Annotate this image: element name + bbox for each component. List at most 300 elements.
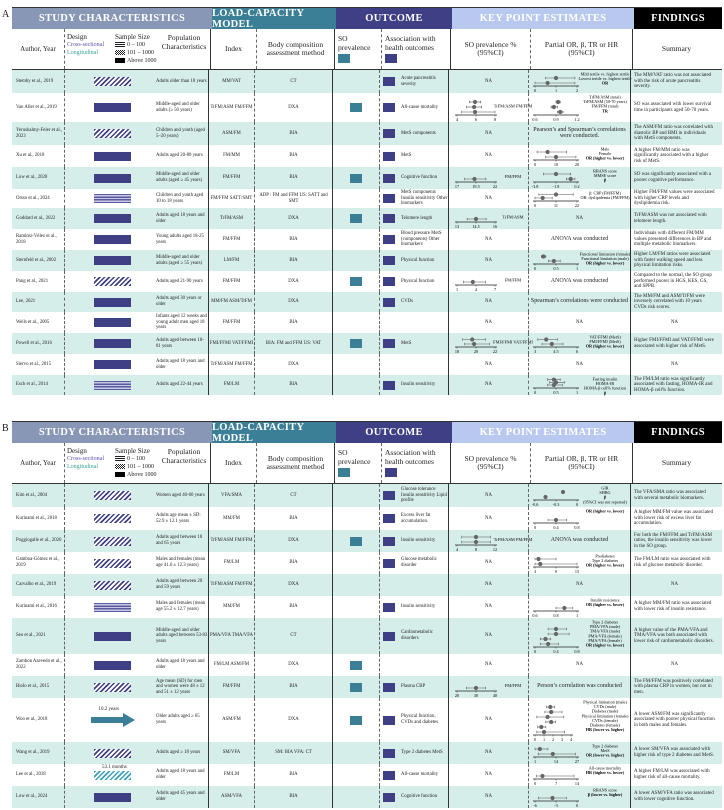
study-author: Biolo et al., 2015	[16, 684, 50, 690]
table-cell	[528, 292, 630, 312]
table-cell	[379, 333, 448, 354]
association-header	[382, 35, 450, 63]
estimate-text: NA	[576, 662, 583, 668]
axis-tick-label: 0	[533, 266, 536, 271]
table-cell	[630, 312, 718, 333]
estimate-statistic: HR (lower vs. higher)	[585, 727, 624, 733]
table-cell	[208, 596, 254, 618]
table-cell	[156, 70, 208, 93]
summary-text: A higher FM/LM was associated with higher risk of all-cause mortality.	[634, 769, 710, 780]
table-cell	[156, 596, 208, 618]
population: Older adults aged ≥ 65 years	[156, 714, 200, 725]
table-cell	[208, 312, 254, 333]
design-sample-bar	[94, 683, 131, 692]
outcome-marker	[383, 194, 395, 203]
health-outcome: Glucose tolerance Insulin sensitivity Lipid profile	[401, 487, 447, 504]
table-cell	[379, 574, 448, 596]
section-header: LOAD-CAPACITY MODEL	[212, 8, 336, 29]
association-header	[382, 449, 450, 477]
table-cell	[448, 208, 528, 229]
point-estimate	[470, 337, 474, 341]
table-cell	[379, 375, 448, 395]
design-legend	[67, 33, 104, 57]
axis-tick-label: 20	[454, 693, 459, 698]
point-estimate	[553, 192, 557, 196]
table-cell	[379, 208, 448, 229]
outcome-marker	[383, 749, 395, 758]
table-cell	[528, 145, 630, 167]
population: Children and youth aged 10 to 18 years	[156, 192, 204, 204]
table-cell	[448, 552, 528, 574]
estimate-label: Mild tertile vs. highest tertile	[580, 71, 629, 77]
axis-tick-label: 2	[575, 88, 578, 93]
index: LM/FM	[223, 257, 240, 263]
health-outcome: Cognitive function	[401, 175, 438, 181]
table-row	[12, 93, 722, 122]
design-sample-bar	[94, 749, 131, 758]
estimates-header: Partial OR, β, TR or HR (95%CI)	[544, 453, 619, 471]
study-author: Stemby et al., 2019	[16, 78, 54, 84]
summary-text: The FM/LM ratio was associated with risk of glucose metabolic disorder.	[634, 557, 711, 568]
forest-plot	[529, 167, 631, 189]
estimate-label: SHBG	[598, 490, 611, 496]
index: MM/FM	[223, 604, 240, 610]
table-cell	[379, 698, 448, 742]
axis-tick-label: 8	[474, 547, 477, 552]
summary-text: Higher FMI/FFMI and VAT/FFMI were associated with higher risk of MetS.	[634, 337, 714, 349]
axis-tick-label: 1	[575, 266, 578, 271]
point-estimate	[551, 383, 555, 387]
table-cell	[528, 742, 630, 764]
health-outcome: Insulin sensitivity	[401, 382, 436, 388]
assessment-method: DXA	[288, 717, 299, 723]
table-cell	[332, 596, 379, 618]
study-author: Zambon Azevedo et al., 2022	[16, 659, 62, 670]
table-cell	[156, 654, 208, 676]
table-cell	[208, 122, 254, 145]
column-header	[256, 443, 334, 483]
forest-plot	[529, 70, 631, 93]
index: FM/FFM	[222, 236, 241, 242]
health-outcome: Acute pancreatitis severity	[401, 75, 436, 87]
population: Adults aged 18 years and older	[156, 769, 205, 780]
design-bar-wrap	[94, 632, 131, 641]
prevalence-value: NA	[485, 604, 492, 610]
table-cell	[630, 375, 718, 395]
study-author: Seo et al., 2021	[16, 633, 46, 639]
section-header: LOAD-CAPACITY MODEL	[212, 422, 336, 443]
column-header	[450, 29, 530, 69]
table-cell	[64, 333, 160, 354]
column-header	[64, 443, 160, 483]
point-estimate	[549, 342, 553, 346]
point-estimate	[472, 110, 476, 114]
axis-tick-label: 0	[533, 737, 536, 742]
so-prevalence-marker	[350, 716, 362, 725]
table-row	[12, 122, 722, 145]
table-cell	[448, 764, 528, 786]
estimate-label: FM/FFM (total)	[591, 103, 618, 109]
table-cell	[208, 698, 254, 742]
design-sample-bar	[94, 339, 131, 348]
table-cell	[254, 271, 332, 292]
index: TrFM/ASM FM/FFM	[210, 538, 253, 544]
index: VFA/SMA	[221, 492, 242, 498]
population: Adults aged 21-90 years	[156, 278, 203, 284]
axis-tick-label: 0	[533, 162, 536, 167]
table-cell	[254, 375, 332, 395]
axis-tick-label: 20	[574, 162, 579, 167]
table-cell	[630, 93, 718, 122]
outcome-marker	[383, 298, 395, 307]
prevalence-value: NA	[485, 492, 492, 498]
prevalence-label: TrFM/ASM	[501, 214, 524, 220]
population: Women aged 40-60 years	[156, 492, 205, 498]
point-estimate	[550, 752, 554, 756]
estimate-label: PMA/VFA (female)	[587, 637, 622, 643]
table-cell	[12, 70, 64, 93]
table-cell	[254, 596, 332, 618]
table-cell	[208, 292, 254, 312]
summary-text: The MM/VAT ratio was not associated with the risk of acute pancreatitis severity.	[634, 73, 712, 90]
forest-plot	[529, 786, 631, 808]
prevalence-value: NA	[485, 582, 492, 588]
design-bar-wrap	[94, 318, 131, 327]
design-bar-wrap	[94, 194, 131, 203]
sample-size-swatch	[115, 456, 125, 461]
table-row	[12, 484, 722, 507]
so-prevalence-marker	[350, 277, 362, 286]
index: FM/LM	[223, 772, 240, 778]
index: ASM/VFA	[221, 794, 242, 800]
estimate-label: PMA/VFA (female)	[587, 633, 622, 639]
table-cell	[156, 271, 208, 292]
section-header-band	[12, 421, 722, 443]
sample-size-swatch	[115, 42, 125, 47]
column-header	[64, 29, 160, 69]
so-prevalence-key	[338, 54, 350, 63]
health-outcome: Insulin sensitivity	[401, 538, 436, 544]
table-cell	[630, 333, 718, 354]
population: Adults aged 45 years and older	[156, 791, 205, 802]
table-cell	[528, 484, 630, 507]
index: FM/LM	[223, 382, 240, 388]
design-sample-bar	[94, 214, 131, 223]
index: SM/VFA	[222, 750, 241, 756]
health-outcome: Cardiometabolic disorders	[401, 630, 433, 641]
point-estimate	[549, 710, 553, 714]
so-prevalence-header	[335, 449, 381, 477]
assessment-method: BIA	[289, 772, 298, 778]
estimate-statistic: OR	[601, 80, 608, 86]
population: Adults aged 30 years or older	[156, 296, 202, 307]
table-cell	[208, 654, 254, 676]
study-author: Wells et al., 2005	[16, 319, 50, 325]
study-rows	[12, 70, 722, 395]
axis-tick-label: 0	[575, 803, 578, 808]
table-cell	[12, 552, 64, 574]
axis-tick-label: 6	[474, 117, 477, 122]
design-sample-bar	[94, 256, 131, 265]
table-cell	[528, 229, 630, 250]
forest-plot	[529, 250, 631, 271]
table-cell	[528, 354, 630, 375]
index: FM/MM	[223, 153, 240, 159]
axis-tick-label: 0	[533, 203, 536, 208]
prevalence-value: NA	[485, 299, 492, 305]
axis-tick-label: 7	[493, 287, 496, 292]
population-header: Population Characteristics	[161, 447, 207, 465]
table-cell	[254, 530, 332, 552]
health-outcome: Excess liver fat accumulation.	[401, 512, 431, 524]
table-cell	[64, 122, 160, 145]
table-cell	[64, 189, 160, 208]
design-sample-bar	[94, 298, 131, 307]
estimate-statistic: TR	[601, 108, 608, 114]
table-cell	[332, 676, 379, 698]
table-cell	[379, 596, 448, 618]
table-cell	[332, 574, 379, 596]
table-cell	[254, 698, 332, 742]
summary-text: A higher value of the PMA/VFA and TMA/VFA was both associated with lower risk of cardiometabolic disorders.	[634, 627, 714, 644]
point-estimate	[558, 110, 562, 114]
table-cell	[12, 93, 64, 122]
forest-plot	[529, 145, 631, 167]
column-header	[530, 29, 632, 69]
design-bar-wrap	[94, 603, 131, 612]
table-cell	[630, 676, 718, 698]
point-estimate	[473, 686, 477, 690]
table-cell	[64, 145, 160, 167]
outcome-marker	[383, 603, 395, 612]
design-bar-wrap	[94, 381, 131, 390]
table-cell	[528, 167, 630, 189]
section-header: OUTCOME	[336, 8, 452, 29]
axis-tick-label: 0	[533, 88, 536, 93]
estimate-text: NA	[576, 361, 583, 367]
legend-size-1	[115, 463, 157, 471]
table-cell	[448, 742, 528, 764]
design-sample-bar	[94, 793, 131, 802]
assessment-method: CT	[290, 633, 297, 639]
table-row	[12, 333, 722, 354]
assessment-method: DXA	[288, 104, 299, 110]
table-cell	[379, 167, 448, 189]
table-cell	[156, 208, 208, 229]
table-cell	[332, 292, 379, 312]
estimate-label: Prediabetes	[594, 553, 615, 559]
index: ASM/FM	[222, 717, 241, 723]
study-author: Lee, 2021	[16, 299, 36, 305]
table-cell	[379, 122, 448, 145]
axis-tick-label: 0	[533, 649, 536, 654]
table-cell	[64, 786, 160, 808]
table-cell	[64, 292, 160, 312]
column-header	[530, 443, 632, 483]
prevalence-value: NA	[485, 560, 492, 566]
outcome-marker	[383, 514, 395, 523]
design-sample-bar	[94, 581, 131, 590]
point-estimate	[472, 105, 476, 109]
forest-plot	[529, 742, 631, 764]
column-header	[12, 443, 64, 483]
panel-label: B	[2, 423, 9, 434]
table-cell	[64, 229, 160, 250]
table-cell	[64, 764, 160, 786]
point-estimate	[553, 627, 557, 631]
table-cell	[208, 618, 254, 654]
table-cell	[254, 167, 332, 189]
table-cell	[64, 250, 160, 271]
table-cell	[64, 618, 160, 654]
forest-plot	[529, 596, 631, 618]
axis-tick-label: -3	[553, 803, 558, 808]
estimate-label: Male	[600, 146, 609, 152]
assessment-method: BIA	[289, 560, 298, 566]
axis-tick-label: 0.9	[552, 117, 559, 122]
sample-size-label: 0 – 100	[127, 42, 145, 48]
table-cell	[254, 208, 332, 229]
estimate-statistic: OR (higher vs. lower)	[585, 562, 624, 568]
table-cell	[254, 676, 332, 698]
table-cell	[630, 786, 718, 808]
table-cell	[332, 698, 379, 742]
health-outcome: Physical function, CVDs and diabetes	[401, 714, 439, 725]
summary-text: NA	[671, 319, 678, 325]
legend-size-0	[115, 455, 157, 463]
table-cell	[254, 742, 332, 764]
population: Adults aged 18 years and older	[156, 212, 205, 224]
sample-size-label: 0 – 100	[127, 456, 145, 462]
table-cell	[64, 354, 160, 375]
column-header	[158, 29, 210, 69]
assessment-method: CT	[290, 492, 297, 498]
table-cell	[379, 530, 448, 552]
forest-plot	[449, 208, 529, 229]
table-cell	[332, 250, 379, 271]
population: Middle-aged and older adults (aged ≥ 55 years)	[156, 254, 203, 266]
study-author: Low et al., 2024	[16, 794, 48, 800]
table-cell	[379, 764, 448, 786]
table-cell	[379, 654, 448, 676]
assessment-method: BIA: FM and FFM US: VAT	[265, 340, 322, 346]
table-cell	[448, 229, 528, 250]
table-row	[12, 742, 722, 764]
table-cell	[448, 618, 528, 654]
axis-tick-label: 10	[553, 162, 558, 167]
design-bar-wrap	[94, 559, 131, 568]
table-cell	[528, 271, 630, 292]
axis-tick-label: 0	[533, 781, 536, 786]
table-cell	[332, 618, 379, 654]
axis-tick-label: 22	[492, 184, 497, 189]
table-cell	[254, 654, 332, 676]
legend-size-2	[115, 471, 157, 479]
axis-tick-label: 19.5	[471, 184, 480, 189]
table-cell	[332, 189, 379, 208]
table-cell	[630, 145, 718, 167]
table-cell	[379, 292, 448, 312]
point-estimate	[553, 518, 557, 522]
table-cell	[630, 250, 718, 271]
legend-cross-sectional: Cross-sectional	[67, 42, 104, 48]
assessment-method: DXA	[288, 299, 299, 305]
table-cell	[208, 764, 254, 786]
health-outcome: All-cause mortality	[401, 104, 439, 110]
axis-tick-label: 40	[492, 693, 497, 698]
table-cell	[448, 507, 528, 530]
study-author: Sternfeld et al., 2002	[16, 257, 57, 263]
table-cell	[12, 742, 64, 764]
table-cell	[64, 70, 160, 93]
axis-tick-label: 1	[575, 390, 578, 395]
summary-text: The FM/FFM was positively correlated with plasma CRP in women, but not in men.	[634, 678, 713, 695]
design-sample-bar	[94, 174, 131, 183]
table-cell	[630, 618, 718, 654]
point-estimate	[541, 730, 545, 734]
sample-size-swatch	[115, 58, 125, 63]
axis-tick-label: -6	[532, 803, 537, 808]
table-cell	[630, 229, 718, 250]
table-cell	[379, 189, 448, 208]
design-bar-wrap	[94, 298, 131, 307]
assessment-method: DXA	[288, 582, 299, 588]
design-bar-wrap	[94, 214, 131, 223]
design-bar-wrap	[94, 235, 131, 244]
axis-tick-label: 13	[454, 224, 459, 229]
axis-tick-label: 0	[575, 502, 578, 507]
table-row	[12, 145, 722, 167]
arrow-shape	[91, 713, 135, 727]
estimate-label: GIR	[600, 485, 609, 491]
health-outcome: Physical function	[401, 257, 435, 263]
point-estimate	[553, 76, 557, 80]
population: Age mean (SD) for men and women were 48 ± 12 and 51 ± 12 years	[156, 678, 205, 695]
axis-tick-label: 4	[455, 547, 458, 552]
axis-tick-label: 22	[574, 203, 579, 208]
point-estimate	[545, 81, 549, 85]
axis-tick-label: 1.2	[573, 117, 580, 122]
so-prevalence-marker	[350, 661, 362, 670]
assessment-method: CT	[290, 78, 297, 84]
design-sample-bar	[94, 491, 131, 500]
forest-plot	[529, 375, 631, 395]
table-cell	[448, 167, 528, 189]
sample-size-title: Sample Size	[115, 447, 150, 455]
study-author: Kurinami et al., 2018	[16, 515, 57, 521]
column-header	[450, 443, 530, 483]
design-sample-bar	[94, 771, 131, 780]
table-cell	[156, 507, 208, 530]
table-cell	[448, 93, 532, 122]
design-bar-wrap	[94, 683, 131, 692]
table-cell	[254, 574, 332, 596]
point-estimate	[536, 557, 540, 561]
study-author: Kim et al., 2004	[16, 492, 48, 498]
table-cell	[528, 312, 630, 333]
study-author: Esch et al., 2014	[16, 382, 48, 388]
assessment-method: BIA	[289, 604, 298, 610]
design-sample-bar	[94, 318, 131, 327]
legend-longitudinal: Longitudinal	[67, 464, 98, 470]
point-estimate	[473, 217, 477, 221]
table-cell	[208, 208, 254, 229]
table-cell	[64, 596, 160, 618]
table-cell	[332, 742, 379, 764]
author-header: Author, Year	[20, 458, 56, 467]
summary-text: The MM/FM and ASM/TrFM were inversely correlated with 10 years CVDs risk scores.	[634, 293, 705, 310]
estimate-text: ANOVA was conducted	[550, 537, 609, 544]
